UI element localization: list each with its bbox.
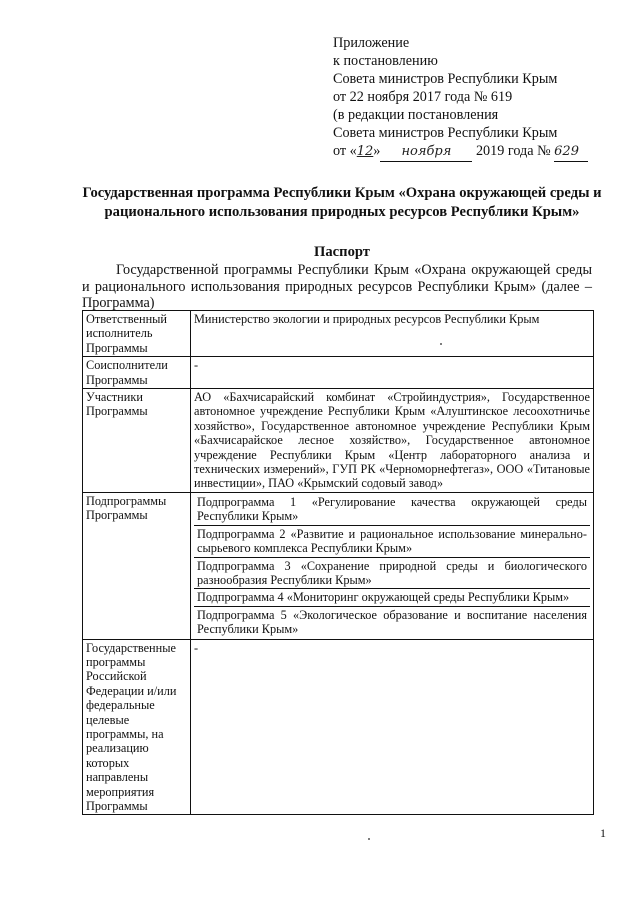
appendix-line: от 22 ноября 2017 года № 619 bbox=[333, 89, 513, 105]
row-label: Государственные программы Российской Федерации и/или федеральные целевые программы, на реализацию которых направлены мероприятия Программы bbox=[83, 639, 191, 815]
document-title: Государственная программа Республики Крым «Охрана окружающей среды и рационального использования природных ресурсов Республики Крым» bbox=[82, 185, 602, 220]
date-mid: » bbox=[373, 143, 381, 159]
row-value: АО «Бахчисарайский комбинат «Стройиндустрия», Государственное автономное учреждение Республики Крым «Алуштинское лесоохотничье хозяйство», Государственное автономное учреждение Республики Крым «Бахчисарайское лесное хозяйство», Государственное автономное учреждение Республики Крым «Центр лабораторного анализа и технических измерений», ГУП РК «Черноморнефтегаз», ООО «Титановые инвестиции», ПАО «Крымский содовый завод» bbox=[191, 389, 594, 493]
appendix-line: Приложение bbox=[333, 35, 410, 51]
subprogram-item: Подпрограмма 2 «Развитие и рациональное использование минерально-сырьевого комплекса Республики Крым» bbox=[194, 526, 590, 558]
scan-speck bbox=[440, 343, 442, 345]
appendix-date-line bbox=[333, 142, 588, 162]
page-number: 1 bbox=[600, 826, 606, 840]
subprograms-cell bbox=[191, 492, 594, 639]
passport-heading: Паспорт bbox=[314, 244, 370, 260]
table-row bbox=[83, 389, 594, 493]
subprogram-item: Подпрограмма 3 «Сохранение природной среды и биологического разнообразия Республики Крым» bbox=[194, 558, 590, 590]
table-row bbox=[83, 492, 594, 639]
appendix-line: к постановлению bbox=[333, 53, 438, 69]
row-value: - bbox=[191, 639, 594, 815]
row-value: Министерство экологии и природных ресурсов Республики Крым bbox=[191, 311, 594, 357]
row-label: Подпрограммы Программы bbox=[83, 492, 191, 639]
handwritten-number: 629 bbox=[554, 143, 588, 162]
handwritten-month: ноября bbox=[380, 143, 472, 162]
passport-subtitle: Государственной программы Республики Крым «Охрана окружающей среды и рационального использования природных ресурсов Республики Крым» (далее – Программа) bbox=[82, 262, 592, 311]
subprogram-item: Подпрограмма 1 «Регулирование качества окружающей среды Республики Крым» bbox=[194, 494, 590, 526]
row-value: - bbox=[191, 357, 594, 389]
row-label: Участники Программы bbox=[83, 389, 191, 493]
passport-table bbox=[82, 310, 594, 815]
table-row bbox=[83, 311, 594, 357]
appendix-line: Совета министров Республики Крым bbox=[333, 71, 558, 87]
scan-speck bbox=[368, 838, 370, 840]
date-prefix: от « bbox=[333, 143, 357, 159]
appendix-line: Совета министров Республики Крым bbox=[333, 125, 558, 141]
handwritten-day: 12 bbox=[356, 144, 374, 159]
table-row bbox=[83, 357, 594, 389]
row-label: Ответственный исполнитель Программы bbox=[83, 311, 191, 357]
table-row bbox=[83, 639, 594, 815]
date-year: 2019 года № bbox=[475, 143, 551, 159]
row-label: Соисполнители Программы bbox=[83, 357, 191, 389]
subprogram-item: Подпрограмма 5 «Экологическое образование и воспитание населения Республики Крым» bbox=[197, 607, 587, 637]
subprogram-item: Подпрограмма 4 «Мониторинг окружающей среды Республики Крым» bbox=[194, 589, 590, 606]
appendix-block bbox=[333, 34, 588, 162]
appendix-line: (в редакции постановления bbox=[333, 107, 499, 123]
